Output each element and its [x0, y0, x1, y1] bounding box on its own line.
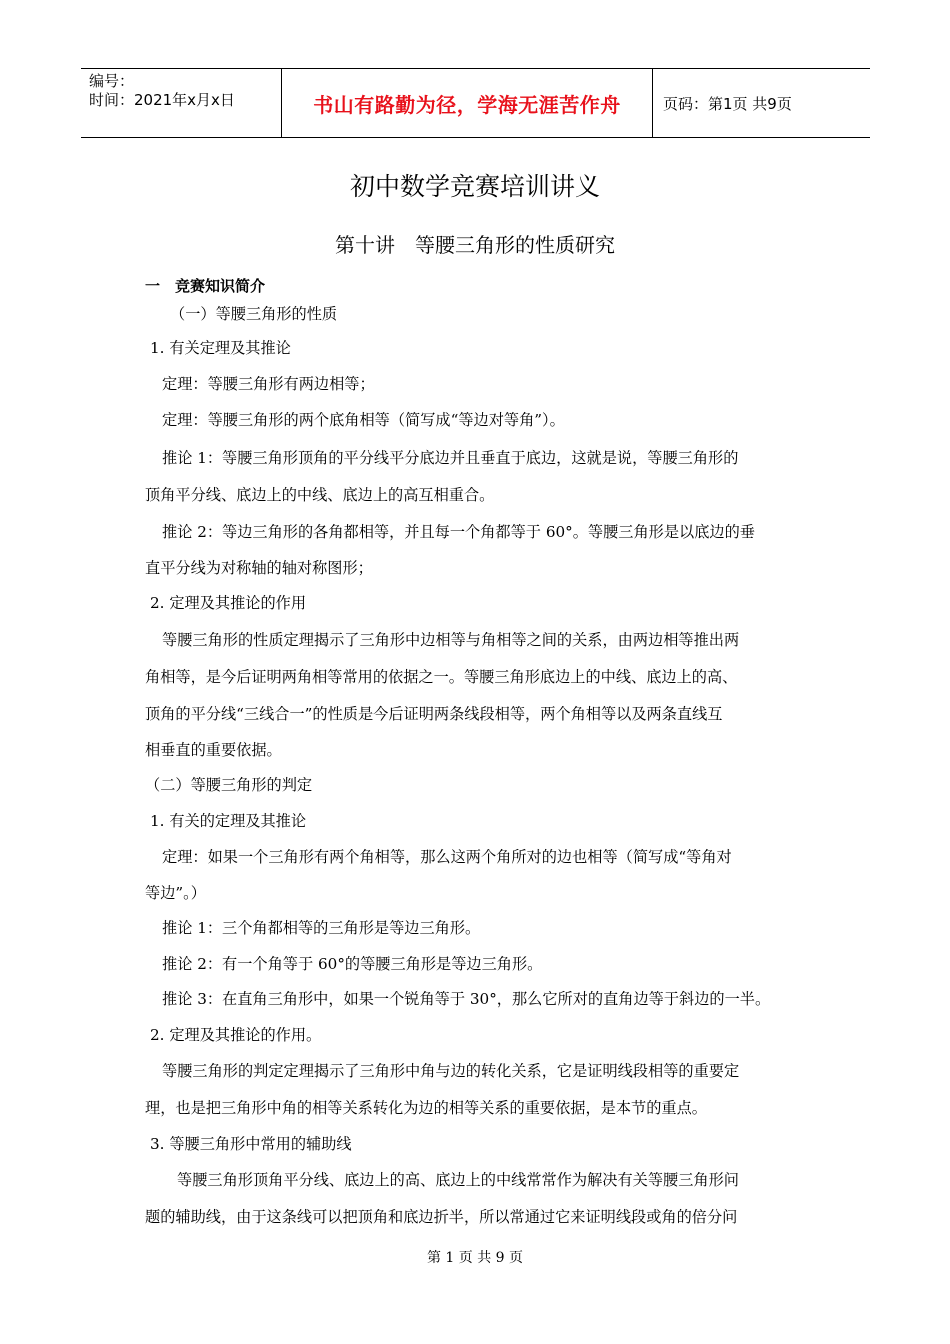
- paragraph-line: 推论 1：三个角都相等的三角形是等边三角形。: [162, 919, 481, 937]
- document-header: [81, 68, 870, 138]
- subsection-heading: （一）等腰三角形的性质: [170, 305, 338, 323]
- date-label: 时间：2021年x月x日: [89, 91, 235, 109]
- header-motto-cell: [281, 69, 653, 137]
- item-heading: 3. 等腰三角形中常用的辅助线: [150, 1135, 352, 1153]
- lecture-subtitle: 第十讲 等腰三角形的性质研究: [335, 233, 615, 257]
- item-heading: 2. 定理及其推论的作用。: [150, 1026, 322, 1044]
- paragraph-line: 等边”。）: [145, 884, 206, 902]
- paragraph-line: 角相等，是今后证明两角相等常用的依据之一。等腰三角形底边上的中线、底边上的高、: [145, 668, 738, 686]
- paragraph-line: 推论 3：在直角三角形中，如果一个锐角等于 30°，那么它所对的直角边等于斜边的一半。: [162, 990, 771, 1008]
- item-heading: 2. 定理及其推论的作用: [150, 594, 307, 612]
- page-footer: 第 1 页 共 9 页: [426, 1250, 524, 1266]
- paragraph-line: 推论 2：有一个角等于 60°的等腰三角形是等边三角形。: [162, 955, 543, 973]
- paragraph-line: 直平分线为对称轴的轴对称图形；: [145, 559, 373, 577]
- document-body: [145, 275, 810, 1236]
- paragraph-line: 推论 1：等腰三角形顶角的平分线平分底边并且垂直于底边，这就是说，等腰三角形的: [162, 449, 739, 467]
- header-page-cell: [653, 69, 870, 137]
- paragraph-line: 题的辅助线，由于这条线可以把顶角和底边折半，所以常通过它来证明线段或角的倍分问: [145, 1208, 738, 1226]
- paragraph-line: 理，也是把三角形中角的相等关系转化为边的相等关系的重要依据，是本节的重点。: [145, 1099, 707, 1117]
- subsection-heading: （二）等腰三角形的判定: [145, 776, 313, 794]
- section-heading: 一 竞赛知识简介: [145, 277, 266, 295]
- paragraph-line: 推论 2：等边三角形的各角都相等，并且每一个角都等于 60°。等腰三角形是以底边的垂: [162, 523, 755, 541]
- paragraph-line: 定理：等腰三角形的两个底角相等（简写成“等边对等角”）。: [162, 411, 565, 429]
- paragraph-line: 等腰三角形顶角平分线、底边上的高、底边上的中线常常作为解决有关等腰三角形问: [177, 1171, 739, 1189]
- paragraph-line: 顶角平分线、底边上的中线、底边上的高互相重合。: [145, 486, 495, 504]
- paragraph-line: 定理：等腰三角形有两边相等；: [162, 375, 375, 393]
- header-meta: [81, 69, 281, 137]
- paragraph-line: 相垂直的重要依据。: [145, 741, 282, 759]
- paragraph-line: 定理：如果一个三角形有两个角相等，那么这两个角所对的边也相等（简写成“等角对: [162, 848, 732, 866]
- paragraph-line: 等腰三角形的性质定理揭示了三角形中边相等与角相等之间的关系，由两边相等推出两: [162, 631, 740, 649]
- number-label: 编号：: [89, 72, 135, 90]
- item-heading: 1. 有关的定理及其推论: [150, 812, 307, 830]
- document-title: 初中数学竞赛培训讲义: [349, 172, 600, 201]
- item-heading: 1. 有关定理及其推论: [150, 339, 291, 357]
- motto: 书山有路勤为径，学海无涯苦作舟: [313, 92, 621, 117]
- paragraph-line: 等腰三角形的判定定理揭示了三角形中角与边的转化关系，它是证明线段相等的重要定: [162, 1062, 740, 1080]
- page-label: 页码：第1页 共9页: [663, 94, 792, 113]
- paragraph-line: 顶角的平分线“三线合一”的性质是今后证明两条线段相等，两个角相等以及两条直线互: [145, 705, 723, 723]
